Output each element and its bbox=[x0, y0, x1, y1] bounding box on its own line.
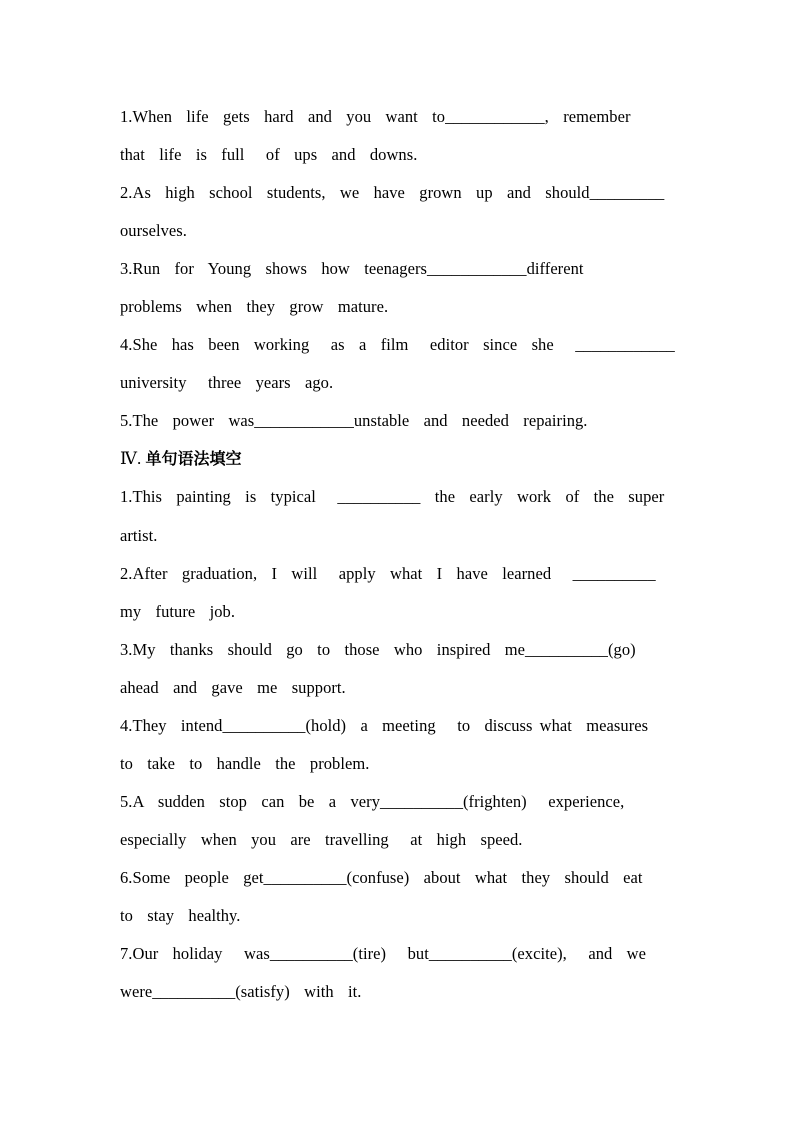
exercise-line: artist. bbox=[120, 525, 158, 545]
section-iv-exercises bbox=[120, 478, 680, 1011]
exercise-line: problems when they grow mature. bbox=[120, 297, 389, 317]
exercise-line: to take to handle the problem. bbox=[120, 753, 370, 773]
exercise-line: to stay healthy. bbox=[120, 905, 241, 925]
exercise-line: 4.They intend__________(hold) a meeting to discuss what measures bbox=[120, 715, 649, 735]
exercise-line: 5.A sudden stop can be a very__________(frighten) experience, bbox=[120, 791, 625, 811]
section-numeral: Ⅳ. bbox=[120, 449, 146, 469]
exercise-line: 5.The power was____________unstable and needed repairing. bbox=[120, 411, 588, 431]
exercise-line: 2.As high school students, we have grown up and should_________ bbox=[120, 183, 665, 203]
exercise-line: 3.Run for Young shows how teenagers____________different bbox=[120, 259, 584, 279]
exercise-line: 2.After graduation, I will apply what I have learned __________ bbox=[120, 563, 656, 583]
exercise-line: especially when you are travelling at high speed. bbox=[120, 829, 523, 849]
exercise-line: 1.This painting is typical __________ the early work of the super bbox=[120, 487, 665, 507]
section-iv-heading bbox=[120, 440, 680, 478]
exercise-line: university three years ago. bbox=[120, 373, 334, 393]
exercise-line: 4.She has been working as a film editor since she ____________ bbox=[120, 335, 675, 355]
exercise-line: my future job. bbox=[120, 601, 235, 621]
exercise-line: were__________(satisfy) with it. bbox=[120, 982, 362, 1002]
exercise-line: 7.Our holiday was__________(tire) but__________(excite), and we bbox=[120, 944, 646, 964]
section-title: 单句语法填空 bbox=[145, 449, 242, 469]
exercise-line: ourselves. bbox=[120, 221, 187, 241]
exercise-line: 3.My thanks should go to those who inspired me__________(go) bbox=[120, 639, 636, 659]
exercise-line: ahead and gave me support. bbox=[120, 677, 346, 697]
exercise-line: that life is full of ups and downs. bbox=[120, 145, 418, 165]
section-iii-exercises bbox=[120, 98, 680, 440]
exercise-line: 6.Some people get__________(confuse) about what they should eat bbox=[120, 867, 643, 887]
worksheet-page bbox=[120, 98, 680, 1011]
exercise-line: 1.When life gets hard and you want to____________, remember bbox=[120, 107, 631, 126]
